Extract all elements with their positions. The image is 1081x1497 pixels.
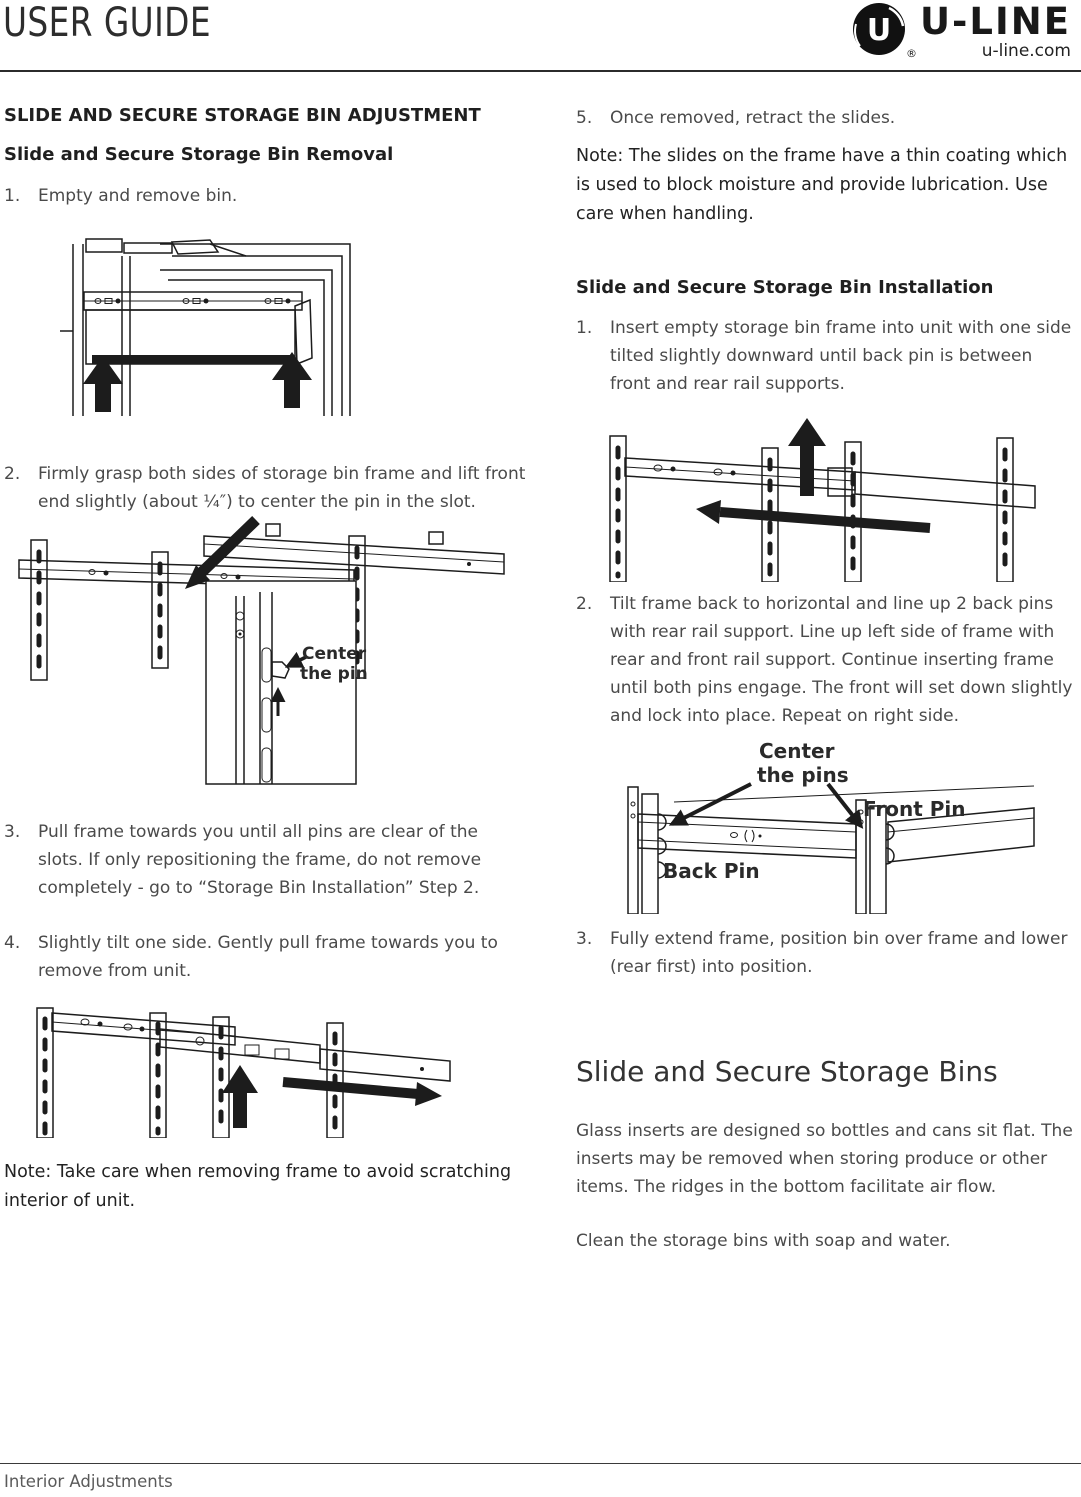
section-title: SLIDE AND SECURE STORAGE BIN ADJUSTMENT <box>4 105 481 126</box>
illustration-bin-removal <box>60 236 526 416</box>
footer-divider <box>0 1463 1081 1464</box>
installation-step-3: 3. Fully extend frame, position bin over frame and lower (rear first) into position. <box>576 929 1068 977</box>
header-divider <box>0 70 1081 72</box>
removal-step-3: 3. Pull frame towards you until all pins are clear of the slots. If only repositioning the frame, do not remove completely - go to “Storage Bin Installation” Step 2. <box>4 822 482 898</box>
brand-website: u-line.com <box>981 41 1071 61</box>
removal-step-4: 4. Slightly tilt one side. Gently pull frame towards you to remove from unit. <box>4 933 498 981</box>
left-column <box>4 104 526 1216</box>
svg-text:U: U <box>866 13 892 48</box>
uline-logo-icon <box>852 2 917 60</box>
bins-paragraph-2: Clean the storage bins with soap and water. <box>576 1231 951 1251</box>
removal-step-2: 2. Firmly grasp both sides of storage bin frame and lift front end slightly (about ¼″) to center the pin in the slot. <box>4 464 526 512</box>
rail-post <box>37 1008 343 1138</box>
bins-paragraph-1: Glass inserts are designed so bottles and cans sit flat. The inserts may be removed when storing produce or other items. The ridges in the bottom facilitate air flow. <box>576 1121 1073 1197</box>
back-pin-label: Back Pin <box>663 859 760 883</box>
footer-section-label: Interior Adjustments <box>4 1472 173 1491</box>
registered-trademark: ® <box>906 47 917 60</box>
slides-coating-note: Note: The slides on the frame have a thin coating which is used to block moisture and provide lubrication. Use care when handling. <box>576 146 1068 224</box>
front-pin-label: Front Pin <box>863 797 966 821</box>
page-title: USER GUIDE <box>3 0 211 46</box>
bins-heading: Slide and Secure Storage Bins <box>576 1055 998 1088</box>
installation-heading: Slide and Secure Storage Bin Installation <box>576 277 994 298</box>
removal-step-1: 1. Empty and remove bin. <box>4 186 238 206</box>
center-pins-label-line2: the pins <box>757 763 849 787</box>
center-pin-label-line1: Center <box>302 644 367 664</box>
center-pin-label-line2: the pin <box>300 664 368 684</box>
installation-step-2: 2. Tilt frame back to horizontal and line up 2 back pins with rear rail support. Line up left side of frame with rear and front rail support. Continue inserting frame until both pins engage. The front will set down slightly and lock into place. Repeat on right side. <box>576 594 1073 726</box>
right-column <box>576 104 1078 1255</box>
removal-heading: Slide and Secure Storage Bin Removal <box>4 144 394 165</box>
illustration-center-pin-inset <box>14 516 526 806</box>
illustration-frame-insertion <box>600 414 1078 582</box>
removal-note: Note: Take care when removing frame to avoid scratching interior of unit. <box>4 1162 512 1211</box>
removal-step-5: 5. Once removed, retract the slides. <box>576 108 896 128</box>
brand-wordmark: U-LINE <box>920 0 1071 43</box>
uline-logo <box>852 2 1071 60</box>
installation-step-1: 1. Insert empty storage bin frame into unit with one side tilted slightly downward until back pin is between front and rear rail supports. <box>576 318 1072 394</box>
illustration-frame-removal <box>30 1003 526 1138</box>
illustration-pin-alignment <box>616 732 1078 914</box>
center-pins-label-line1: Center <box>759 739 835 763</box>
